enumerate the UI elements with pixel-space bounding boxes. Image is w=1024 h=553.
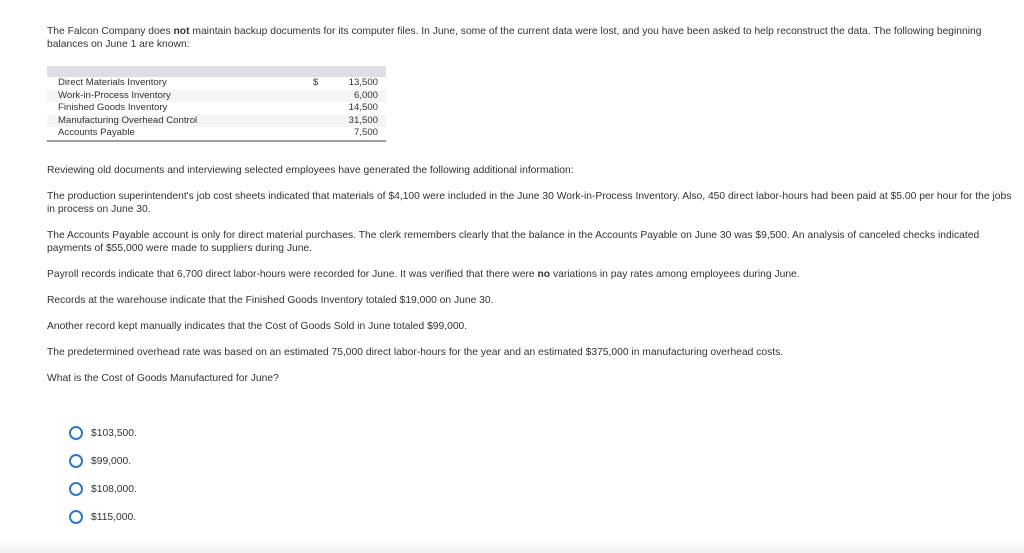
row-label: Direct Materials Inventory (47, 77, 313, 90)
radio-button-icon[interactable] (69, 426, 83, 440)
row-amount: 14,500 (333, 102, 386, 115)
info-paragraph: The predetermined overhead rate was based on an estimated 75,000 direct labor-hours for the year and an estimated $375,000 in manufacturing overhead costs. (47, 346, 784, 358)
option-label: $108,000. (91, 483, 137, 495)
intro-part1: The Falcon Company does (47, 26, 174, 37)
info-paragraph: Another record kept manually indicates that the Cost of Goods Sold in June totaled $99,000. (47, 320, 468, 332)
bottom-shadow (0, 539, 1024, 553)
table-footer-rule (47, 141, 386, 144)
row-label: Manufacturing Overhead Control (47, 115, 313, 128)
radio-button-icon[interactable] (69, 454, 83, 468)
option-label: $99,000. (91, 455, 132, 467)
question-content (47, 25, 1015, 398)
row-amount: 6,000 (333, 90, 386, 103)
answer-option[interactable] (69, 503, 137, 531)
row-label: Accounts Payable (47, 127, 313, 141)
answer-option[interactable] (69, 475, 137, 503)
info-paragraph: The Accounts Payable account is only for direct material purchases. The clerk remembers clearly that the balance in the Accounts Payable on June 30 was $9,500. An analysis of canceled checks indicated payments of $55,000 were made to suppliers during June. (47, 229, 980, 254)
table-header (47, 66, 386, 77)
intro-part2: maintain backup documents for its computer files. In June, some of the current data were lost, and you have been asked to help reconstruct the data. The following beginning balances on June 1 are known: (47, 26, 982, 50)
info-paragraph: Payroll records indicate that 6,700 direct labor-hours were recorded for June. It was verified that there were no variations in pay rates among employees during June. (47, 268, 800, 280)
row-amount: 31,500 (333, 115, 386, 128)
radio-button-icon[interactable] (69, 510, 83, 524)
table-row (47, 102, 386, 115)
info-paragraph: Records at the warehouse indicate that the Finished Goods Inventory totaled $19,000 on June 30. (47, 294, 494, 306)
option-label: $103,500. (91, 427, 137, 439)
row-amount: 7,500 (333, 127, 386, 141)
answer-option[interactable] (69, 419, 137, 447)
question-prompt: What is the Cost of Goods Manufactured for June? (47, 372, 279, 384)
table-row (47, 115, 386, 128)
additional-info (47, 164, 1015, 385)
currency-symbol: $ (313, 77, 333, 90)
table-row (47, 77, 386, 90)
option-label: $115,000. (91, 511, 137, 523)
answer-option[interactable] (69, 447, 137, 475)
answer-options (69, 419, 137, 531)
intro-text (47, 25, 1002, 51)
row-label: Finished Goods Inventory (47, 102, 313, 115)
row-label: Work-in-Process Inventory (47, 90, 313, 103)
intro-bold: not (173, 26, 190, 37)
table-row (47, 127, 386, 141)
info-paragraph: The production superintendent's job cost sheets indicated that materials of $4,100 were included in the June 30 Work-in-Process Inventory. Also, 450 direct labor-hours had been paid at $5.00 per hour for the jobs in process on June 30. (47, 190, 1012, 215)
radio-button-icon[interactable] (69, 482, 83, 496)
row-amount: 13,500 (333, 77, 386, 90)
info-paragraph: Reviewing old documents and interviewing selected employees have generated the following additional information: (47, 164, 574, 176)
table-row (47, 90, 386, 103)
beginning-balances-table (47, 66, 386, 144)
